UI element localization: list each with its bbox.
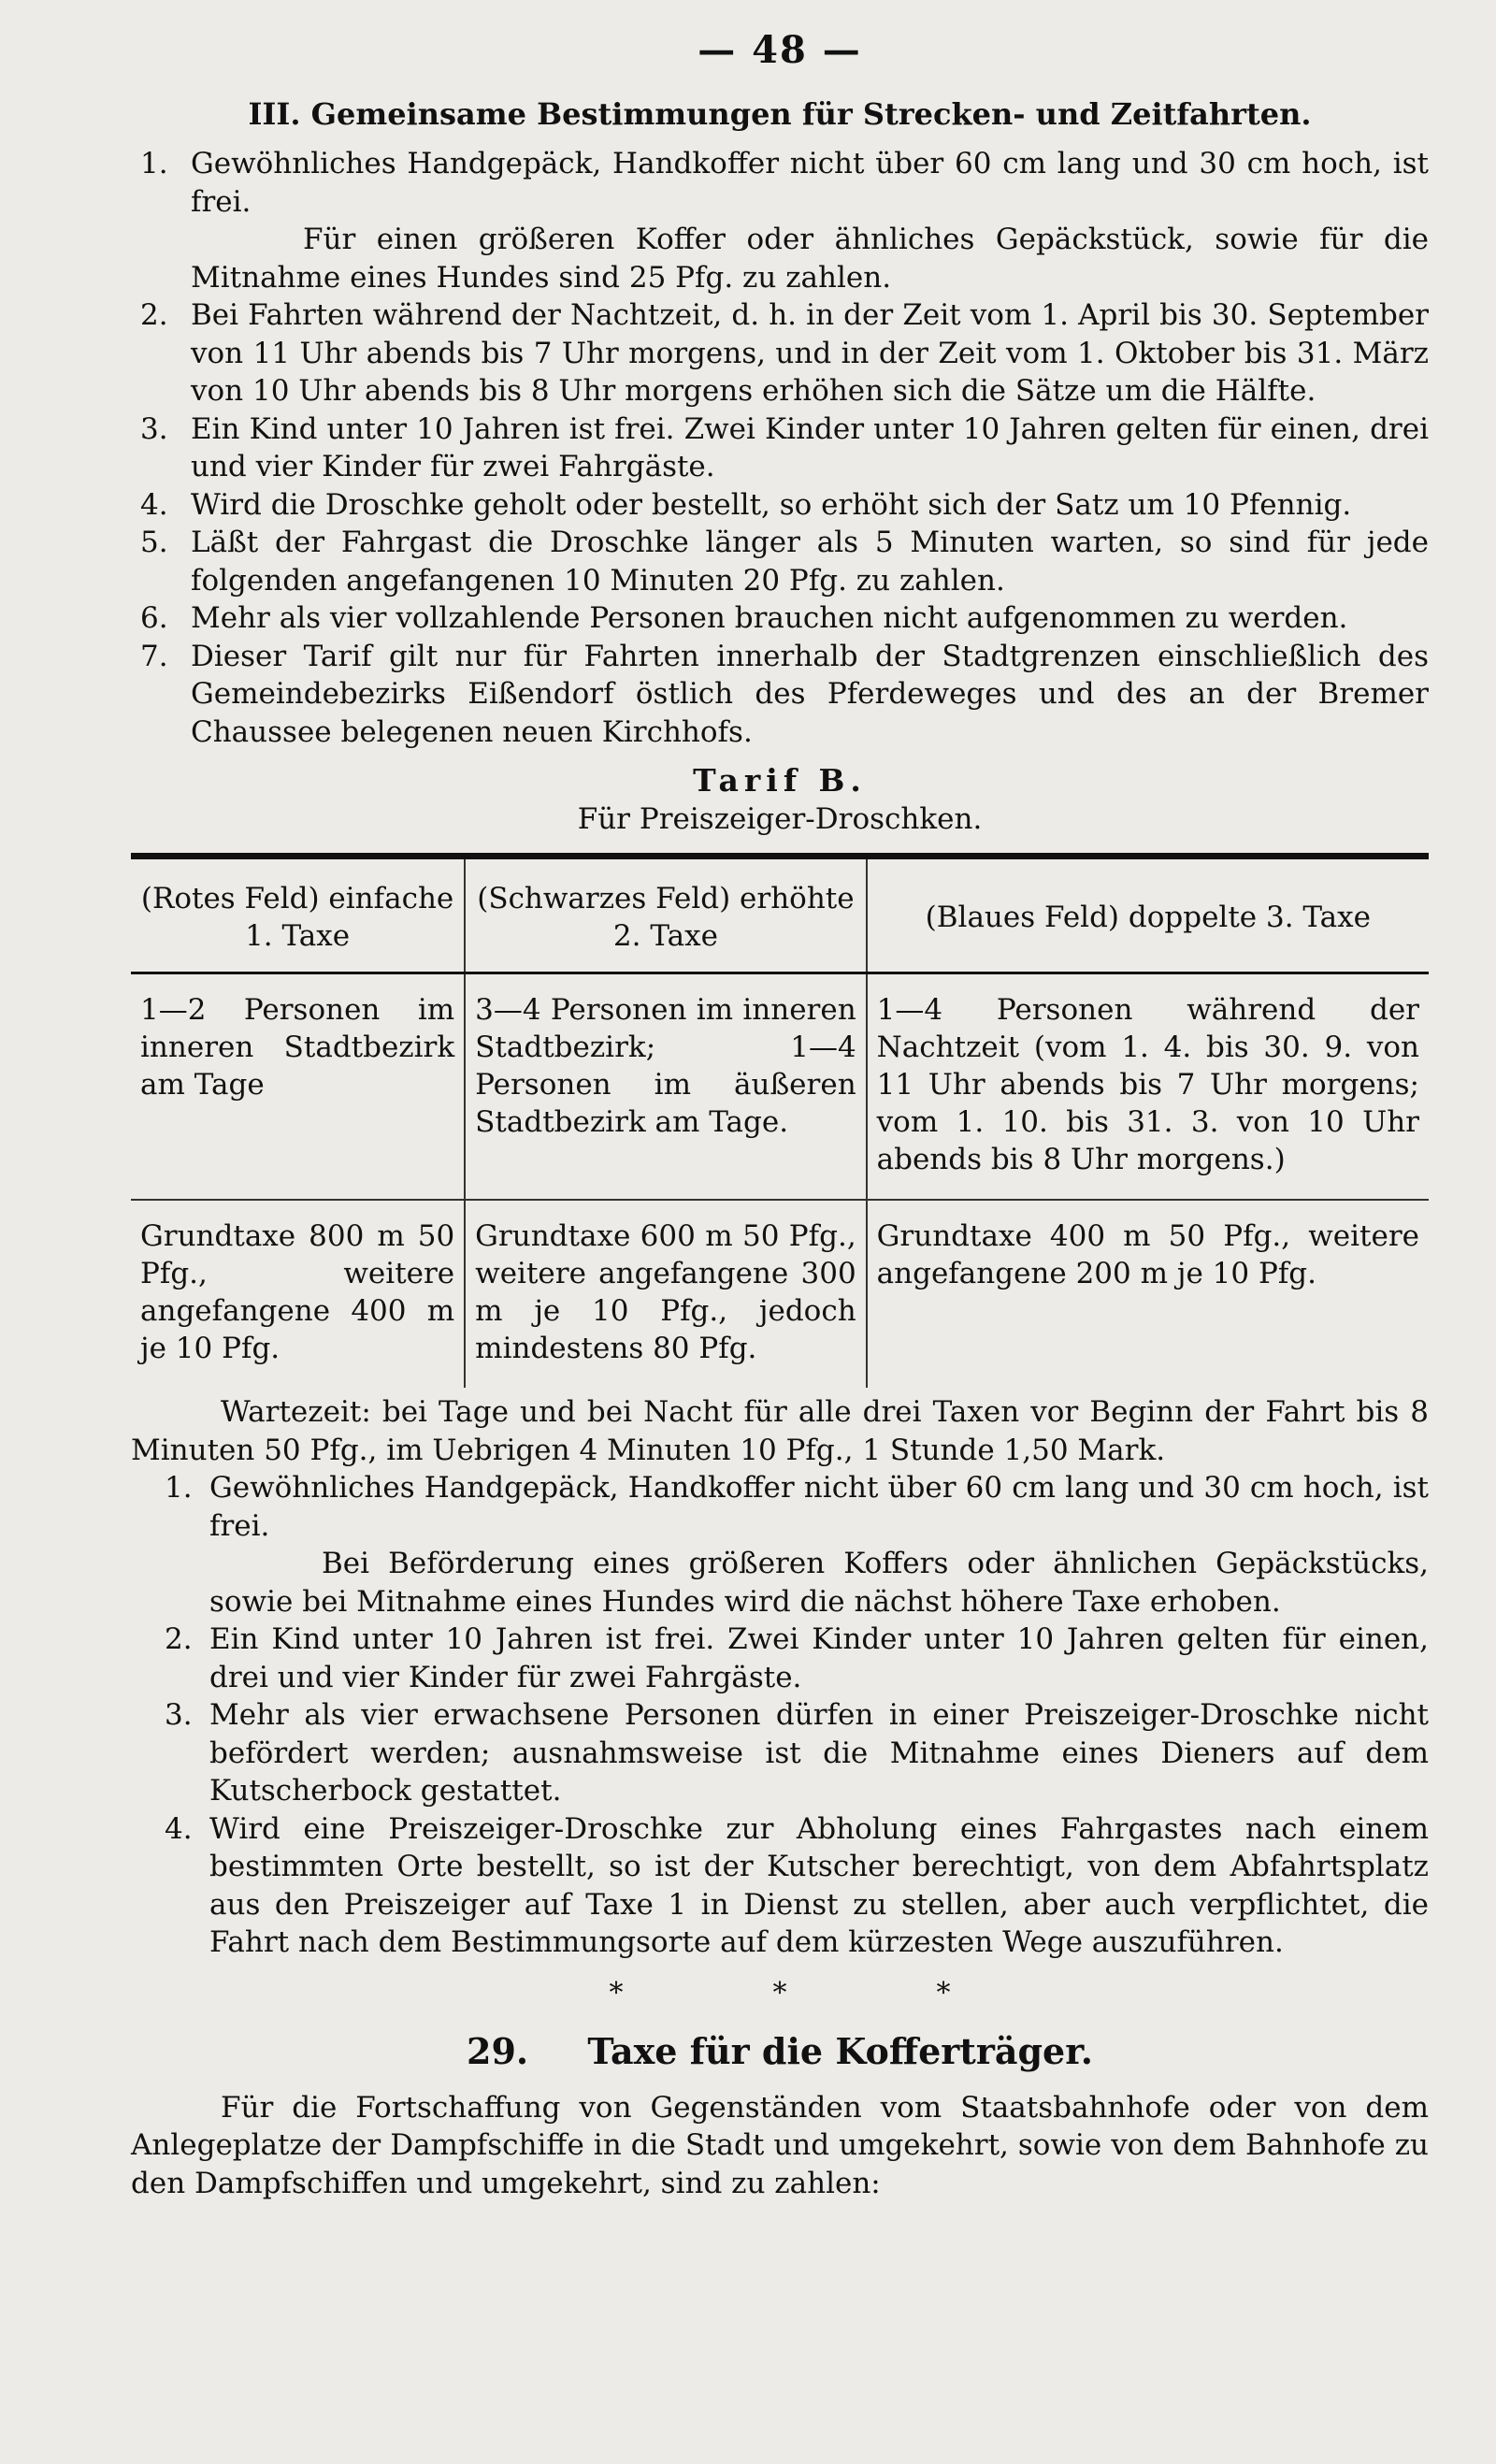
list-item xyxy=(131,1810,1429,1962)
item-text: Wird eine Preiszeiger-Droschke zur Abholung eines Fahrgastes nach einem bestimmten Orte bestellt, so ist der Kutscher berechtigt, von dem Abfahrtsplatz aus den Preiszeiger auf Taxe 1 in Dienst zu stellen, aber auch verpflichtet, die Fahrt nach dem Bestimmungsorte auf dem kürzesten Wege auszuführen. xyxy=(209,1811,1429,1959)
tarif-b-table xyxy=(131,853,1429,1388)
section-29-number: 29. xyxy=(467,2029,529,2072)
item-text: Gewöhnliches Handgepäck, Handkoffer nicht über 60 cm lang und 30 cm hoch, ist frei. xyxy=(191,147,1429,219)
table-cell: Grundtaxe 600 m 50 Pfg., weitere angefangene 300 m je 10 Pfg., jedoch mindestens 80 Pfg. xyxy=(465,1200,867,1388)
table-cell: 1—4 Personen während der Nachtzeit (vom 1. 4. bis 30. 9. von 11 Uhr abends bis 7 Uhr morgens; vom 1. 10. bis 31. 3. von 10 Uhr abends bis 8 Uhr morgens.) xyxy=(867,973,1429,1201)
list-item xyxy=(131,486,1429,525)
item-text: Läßt der Fahrgast die Droschke länger als 5 Minuten warten, so sind für jede folgenden angefangenen 10 Minuten 20 Pfg. zu zahlen. xyxy=(191,526,1429,598)
divider-star: * xyxy=(772,1976,787,2010)
item-text: Ein Kind unter 10 Jahren ist frei. Zwei Kinder unter 10 Jahren gelten für einen, drei und vier Kinder für zwei Fahrgäste. xyxy=(209,1622,1429,1694)
table-cell: Grundtaxe 400 m 50 Pfg., weitere angefangene 200 m je 10 Pfg. xyxy=(867,1200,1429,1388)
table-header-row xyxy=(131,857,1429,973)
table-row xyxy=(131,1200,1429,1388)
list-item xyxy=(131,1696,1429,1810)
item-number: 2. xyxy=(140,298,168,332)
item-text: Mehr als vier erwachsene Personen dürfen in einer Preiszeiger-Droschke nicht befördert werden; ausnahmsweise ist die Mitnahme eines Dieners auf dem Kutscherbock gestattet. xyxy=(209,1698,1429,1808)
item-number: 6. xyxy=(140,601,168,635)
item-number: 3. xyxy=(165,1698,193,1732)
header-red-field: (Rotes Feld) einfache 1. Taxe xyxy=(131,857,465,973)
item-number: 2. xyxy=(165,1622,193,1656)
list-item xyxy=(131,1469,1429,1621)
item-number: 5. xyxy=(140,526,168,559)
item-continuation: Bei Beförderung eines größeren Koffers oder ähnlichen Gepäckstücks, sowie bei Mitnahme eines Hundes wird die nächst höhere Taxe erhoben. xyxy=(209,1547,1429,1619)
item-continuation: Für einen größeren Koffer oder ähnliches Gepäckstück, sowie für die Mitnahme eines Hundes sind 25 Pfg. zu zahlen. xyxy=(191,223,1429,295)
list-item xyxy=(131,524,1429,599)
section-29-paragraph: Für die Fortschaffung von Gegenständen vom Staatsbahnhofe oder von dem Anlegeplatze der Dampfschiffe in die Stadt und umgekehrt, sowie von dem Bahnhofe zu den Dampfschiffen und umgekehrt, sind zu zahlen: xyxy=(131,2090,1429,2200)
tarif-b-subtitle: Für Preiszeiger-Droschken. xyxy=(577,802,983,836)
item-number: 7. xyxy=(140,639,168,673)
header-blue-field: (Blaues Feld) doppelte 3. Taxe xyxy=(867,857,1429,973)
list-item xyxy=(131,638,1429,752)
item-number: 4. xyxy=(140,487,168,522)
table-cell: Grundtaxe 800 m 50 Pfg., weitere angefangene 400 m je 10 Pfg. xyxy=(140,1219,455,1365)
item-number: 1. xyxy=(140,147,168,180)
item-text: Wird die Droschke geholt oder bestellt, so erhöht sich der Satz um 10 Pfennig. xyxy=(191,487,1352,522)
table-cell: 3—4 Personen im inneren Stadtbezirk; 1—4 Personen im äußeren Stadtbezirk am Tage. xyxy=(465,973,867,1201)
item-text: Dieser Tarif gilt nur für Fahrten innerhalb der Stadtgrenzen einschließlich des Gemeindebezirks Eißendorf östlich des Pferdeweges und des an der Bremer Chaussee belegenen neuen Kirchhofs. xyxy=(191,639,1429,749)
page-number: — 48 — xyxy=(698,28,862,72)
list-item xyxy=(131,1621,1429,1696)
item-text: Bei Fahrten während der Nachtzeit, d. h. in der Zeit vom 1. April bis 30. September von 11 Uhr abends bis 7 Uhr morgens, und in der Zeit vom 1. Oktober bis 31. März von 10 Uhr abends bis 8 Uhr morgens erhöhen sich die Sätze um die Hälfte. xyxy=(191,298,1429,408)
wartezeit-paragraph: Wartezeit: bei Tage und bei Nacht für alle drei Taxen vor Beginn der Fahrt bis 8 Minuten 50 Pfg., im Uebrigen 4 Minuten 10 Pfg., 1 Stunde 1,50 Mark. xyxy=(131,1395,1429,1467)
divider-star: * xyxy=(936,1976,951,2010)
list-item xyxy=(131,411,1429,486)
header-black-field: (Schwarzes Feld) erhöhte 2. Taxe xyxy=(465,857,867,973)
divider-star: * xyxy=(609,1976,624,2010)
section-divider xyxy=(131,1977,1429,2010)
item-number: 4. xyxy=(165,1811,193,1846)
section-29-heading xyxy=(131,2030,1429,2072)
item-number: 1. xyxy=(165,1471,193,1505)
item-text: Mehr als vier vollzahlende Personen brauchen nicht aufgenommen zu werden. xyxy=(191,601,1348,635)
item-number: 3. xyxy=(140,411,168,446)
section-iii-title: III. Gemeinsame Bestimmungen für Strecken- und Zeitfahrten. xyxy=(248,96,1312,132)
tarif-b-list xyxy=(131,1469,1429,1962)
section-29-title: Taxe für die Kofferträger. xyxy=(587,2029,1093,2072)
list-item xyxy=(131,599,1429,638)
section-iii-list xyxy=(131,145,1429,751)
item-text: Gewöhnliches Handgepäck, Handkoffer nicht über 60 cm lang und 30 cm hoch, ist frei. xyxy=(209,1471,1429,1543)
table-cell: 1—2 Personen im inneren Stadtbezirk am Tage xyxy=(131,973,465,1201)
list-item xyxy=(131,145,1429,296)
table-row xyxy=(131,973,1429,1201)
tarif-b-title: Tarif B. xyxy=(693,762,867,799)
item-text: Ein Kind unter 10 Jahren ist frei. Zwei Kinder unter 10 Jahren gelten für einen, drei und vier Kinder für zwei Fahrgäste. xyxy=(191,411,1429,483)
list-item xyxy=(131,296,1429,411)
